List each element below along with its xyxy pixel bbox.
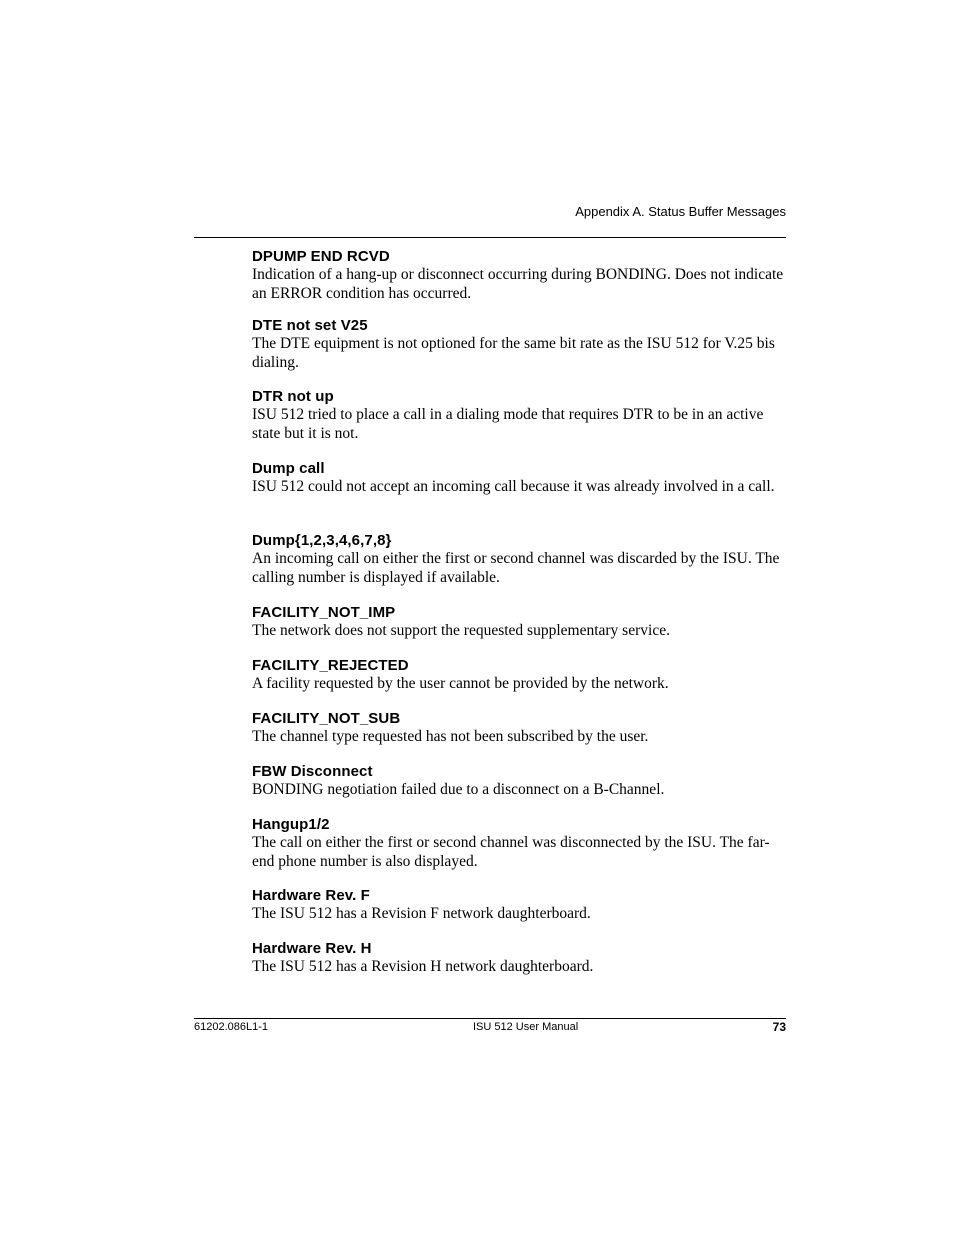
message-description: The channel type requested has not been subscribed by the user.	[252, 728, 649, 745]
message-description: The ISU 512 has a Revision H network daughterboard.	[252, 958, 594, 975]
message-description: ISU 512 could not accept an incoming call because it was already involved in a call.	[252, 478, 775, 495]
message-title: Hangup1/2	[252, 816, 330, 833]
message-list	[252, 248, 786, 980]
message-title: FACILITY_NOT_SUB	[252, 710, 401, 727]
message-description: The call on either the first or second channel was disconnected by the ISU. The far-end phone number is also displayed.	[252, 834, 770, 870]
message-entry	[252, 657, 786, 710]
message-entry	[252, 763, 786, 816]
message-description: A facility requested by the user cannot be provided by the network.	[252, 675, 669, 692]
document-number: 61202.086L1-1	[194, 1021, 269, 1033]
message-entry	[252, 816, 786, 887]
message-entry	[252, 532, 786, 604]
message-description: The network does not support the requested supplementary service.	[252, 622, 670, 639]
message-description: Indication of a hang-up or disconnect occurring during BONDING. Does not indicate an ERROR condition has occurred.	[252, 266, 784, 302]
message-description: ISU 512 tried to place a call in a dialing mode that requires DTR to be in an active state but it is not.	[252, 406, 764, 442]
message-entry	[252, 248, 786, 317]
message-title: Hardware Rev. F	[252, 887, 370, 904]
message-entry	[252, 887, 786, 940]
message-title: DTE not set V25	[252, 317, 368, 334]
message-entry	[252, 460, 786, 532]
message-title: FACILITY_NOT_IMP	[252, 604, 396, 621]
message-entry	[252, 388, 786, 460]
message-title: FBW Disconnect	[252, 763, 373, 780]
message-title: FACILITY_REJECTED	[252, 657, 409, 674]
message-title: DTR not up	[252, 388, 334, 405]
footer-divider	[194, 1018, 786, 1019]
message-entry	[252, 604, 786, 657]
message-description: An incoming call on either the first or second channel was discarded by the ISU. The calling number is displayed if available.	[252, 550, 780, 586]
manual-title: ISU 512 User Manual	[473, 1021, 579, 1033]
message-entry	[252, 317, 786, 388]
running-header: Appendix A. Status Buffer Messages	[575, 204, 786, 219]
message-title: Dump call	[252, 460, 325, 477]
page-number: 73	[772, 1020, 786, 1034]
header-divider	[194, 237, 786, 238]
message-title: DPUMP END RCVD	[252, 248, 390, 265]
message-description: BONDING negotiation failed due to a disconnect on a B-Channel.	[252, 781, 665, 798]
message-title: Hardware Rev. H	[252, 940, 372, 957]
message-entry	[252, 710, 786, 763]
page-footer	[194, 1020, 786, 1036]
message-title: Dump{1,2,3,4,6,7,8}	[252, 532, 392, 549]
message-entry	[252, 940, 786, 980]
message-description: The DTE equipment is not optioned for the same bit rate as the ISU 512 for V.25 bis dialing.	[252, 335, 775, 371]
message-description: The ISU 512 has a Revision F network daughterboard.	[252, 905, 591, 922]
